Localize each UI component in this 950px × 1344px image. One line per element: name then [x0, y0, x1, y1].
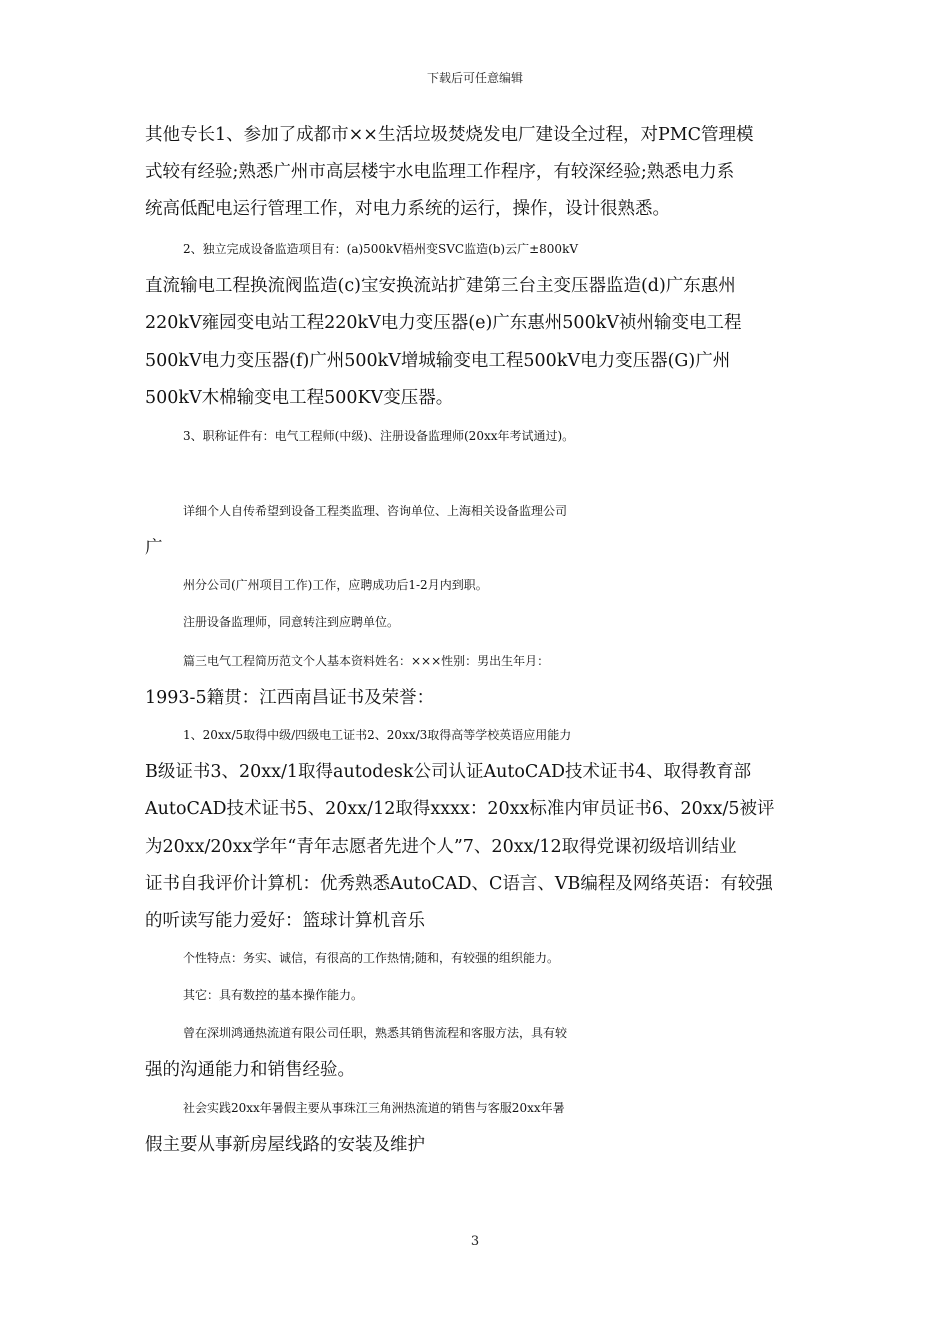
paragraph-social-practice: [145, 1090, 810, 1164]
text-line: 曾在深圳鸿通热流道有限公司任职，熟悉其销售流程和客服方法，具有较: [183, 1026, 568, 1040]
paragraph-other-skills: [145, 117, 810, 229]
text-line: 其它：具有数控的基本操作能力。: [183, 988, 364, 1003]
text-line: 式较有经验;熟悉广州市高层楼宇水电监理工作程序，有较深经验;熟悉电力系: [145, 162, 735, 183]
text-line: B级证书3、20xx/1取得autodesk公司认证AutoCAD技术证书4、取得教育部: [145, 762, 752, 783]
paragraph-certificates: [145, 418, 810, 455]
paragraph-availability: [145, 567, 810, 641]
text-line: 个性特点：务实、诚信，有很高的工作热情;随和，有较强的组织能力。: [183, 951, 560, 965]
paragraph-personality: [145, 940, 810, 1014]
text-line: 1993-5籍贯：江西南昌证书及荣誉：: [145, 688, 435, 709]
text-line: 篇三电气工程简历范文个人基本资料姓名：×××性别：男出生年月：: [183, 654, 550, 668]
text-line: 2、独立完成设备监造项目有：(a)500kV梧州变SVC监造(b)云广±800kV: [183, 242, 579, 256]
page-number: 3: [470, 1234, 480, 1249]
text-line: 500kV木棉输变电工程500KV变压器。: [145, 387, 454, 408]
text-line: 直流输电工程换流阀监造(c)宝安换流站扩建第三台主变压器监造(d)广东惠州: [145, 276, 736, 297]
text-line: 其他专长1、参加了成都市××生活垃圾焚烧发电厂建设全过程，对PMC管理模: [145, 125, 754, 145]
text-line: 证书自我评价计算机：优秀熟悉AutoCAD、C语言、VB编程及网络英语：有较强: [145, 873, 773, 894]
text-line: 强的沟通能力和销售经验。: [145, 1060, 355, 1081]
paragraph-supervision-projects: [145, 231, 810, 417]
paragraph-work-experience: [145, 1015, 810, 1089]
text-line: 详细个人自传希望到设备工程类监理、咨询单位、上海相关设备监理公司: [183, 504, 568, 518]
paragraph-basic-info: [145, 643, 810, 717]
text-line: 统高低配电运行管理工作，对电力系统的运行，操作，设计很熟悉。: [145, 199, 670, 220]
text-line: 3、职称证件有：电气工程师(中级)、注册设备监理师(20xx年考试通过)。: [183, 429, 575, 443]
text-line: 500kV电力变压器(f)广州500kV增城输变电工程500kV电力变压器(G)广州: [145, 350, 731, 371]
paragraph-honors: [145, 717, 810, 940]
text-line: 1、20xx/5取得中级/四级电工证书2、20xx/3取得高等学校英语应用能力: [183, 728, 572, 742]
text-line: 220kV雍园变电站工程220kV电力变压器(e)广东惠州500kV祯州输变电工程: [145, 313, 742, 334]
text-line: 为20xx/20xx学年“青年志愿者先进个人”7、20xx/12取得党课初级培训结业: [145, 836, 737, 857]
text-line: 注册设备监理师，同意转注到应聘单位。: [183, 615, 400, 630]
paragraph-autobiography: [145, 493, 810, 567]
text-line: 假主要从事新房屋线路的安装及维护: [145, 1135, 425, 1156]
text-line: 州分公司(广州项目工作)工作，应聘成功后1-2月内到职。: [183, 578, 488, 592]
text-line: AutoCAD技术证书5、20xx/12取得xxxx：20xx标准内审员证书6、20xx/5被评: [145, 799, 775, 820]
page-header: 下载后可任意编辑: [426, 71, 523, 85]
text-line: 广: [145, 538, 163, 559]
text-line: 的听读写能力爱好：篮球计算机音乐: [145, 911, 425, 932]
text-line: 社会实践20xx年暑假主要从事珠江三角洲热流道的销售与客服20xx年暑: [183, 1101, 565, 1115]
